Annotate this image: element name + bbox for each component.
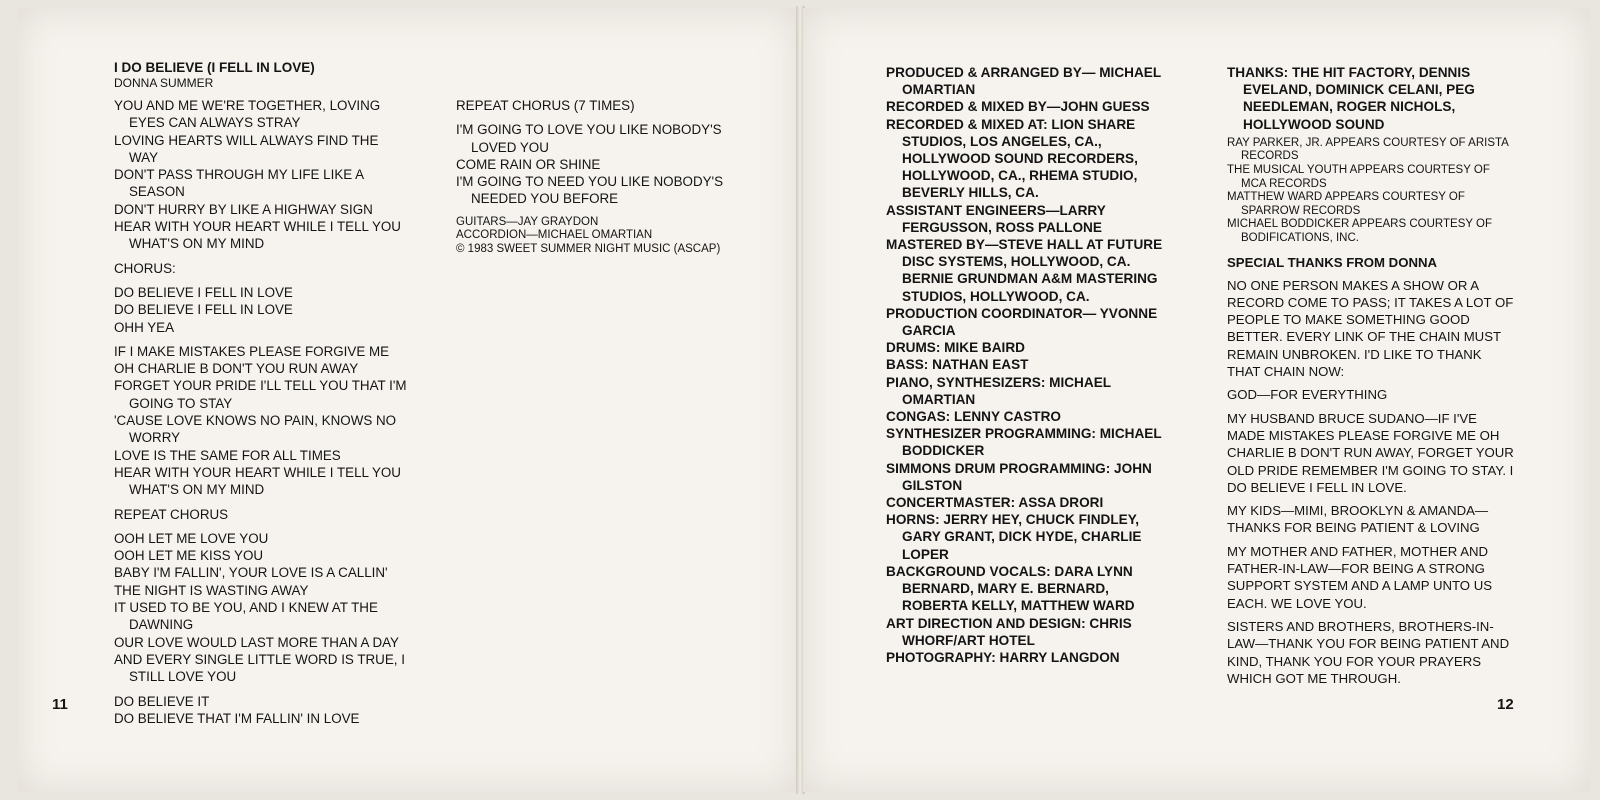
song-credit-line: ACCORDION—MICHAEL OMARTIAN <box>456 229 653 242</box>
lyric-line: BABY I'M FALLIN', YOUR LOVE IS A CALLIN' <box>114 565 388 581</box>
lyric-line: CHORUS: <box>114 260 176 276</box>
lyric-line: FORGET YOUR PRIDE I'LL TELL YOU THAT I'M GOING TO STAY <box>114 378 407 411</box>
lyric-stanza <box>114 693 410 728</box>
lyric-line: I'M GOING TO NEED YOU LIKE NOBODY'S NEEDED YOU BEFORE <box>456 174 724 207</box>
lyric-line: DO BELIEVE I FELL IN LOVE <box>114 284 293 300</box>
lyric-line: IF I MAKE MISTAKES PLEASE FORGIVE ME <box>114 343 390 359</box>
lyric-stanza <box>114 530 410 686</box>
lyric-stanza <box>114 343 410 499</box>
special-thanks-heading: SPECIAL THANKS FROM DONNA <box>1227 254 1438 270</box>
lyrics-stanzas-continued <box>456 97 766 208</box>
thanks-paragraph: NO ONE PERSON MAKES A SHOW OR A RECORD COME TO PASS; IT TAKES A LOT OF PEOPLE TO MAKE SOMETHING GOOD BETTER. EVERY LINK OF THE CHAIN MUST REMAIN UNBROKEN. I'D LIKE TO THANK THAT CHAIN NOW: <box>1227 277 1514 380</box>
lyric-line: OOH LET ME LOVE YOU <box>114 530 269 546</box>
lyric-line: DO BELIEVE IT <box>114 693 210 709</box>
lyric-line: DON'T PASS THROUGH MY LIFE LIKE A SEASON <box>114 167 364 200</box>
thanks-column <box>1227 64 1517 693</box>
lyric-line: OH CHARLIE B DON'T YOU RUN AWAY <box>114 361 359 377</box>
credit-entry: CONGAS: LENNY CASTRO <box>886 409 1061 425</box>
lyric-line: HEAR WITH YOUR HEART WHILE I TELL YOU WHAT'S ON MY MIND <box>114 219 401 252</box>
lyric-line: DO BELIEVE THAT I'M FALLIN' IN LOVE <box>114 710 360 726</box>
left-page <box>18 8 798 792</box>
lyric-line: REPEAT CHORUS (7 TIMES) <box>456 98 635 113</box>
lyric-stanza <box>114 97 410 253</box>
credit-entry: PHOTOGRAPHY: HARRY LANGDON <box>886 649 1120 665</box>
credit-entry: RECORDED & MIXED BY—JOHN GUESS <box>886 99 1150 115</box>
lyric-line: OUR LOVE WOULD LAST MORE THAN A DAY <box>114 634 399 650</box>
lyric-stanza <box>114 260 410 277</box>
lyric-line: I'M GOING TO LOVE YOU LIKE NOBODY'S LOVED YOU <box>456 122 722 155</box>
thanks-paragraph: MY MOTHER AND FATHER, MOTHER AND FATHER-IN-LAW—FOR BEING A STRONG SUPPORT SYSTEM AND A LAMP UNTO US EACH. WE LOVE YOU. <box>1227 543 1493 611</box>
special-thanks-body <box>1227 277 1517 688</box>
credit-entry: SYNTHESIZER PROGRAMMING: MICHAEL BODDICKER <box>886 426 1162 459</box>
courtesy-line: MATTHEW WARD APPEARS COURTESY OF SPARROW RECORDS <box>1227 191 1465 217</box>
courtesy-line: MICHAEL BODDICKER APPEARS COURTESY OF BODIFICATIONS, INC. <box>1227 218 1492 244</box>
lyric-stanza <box>114 506 410 523</box>
lyric-line: YOU AND ME WE'RE TOGETHER, LOVING EYES CAN ALWAYS STRAY <box>114 98 381 131</box>
credit-entry: PIANO, SYNTHESIZERS: MICHAEL OMARTIAN <box>886 374 1111 407</box>
lyric-stanza <box>456 121 766 207</box>
courtesy-line: RAY PARKER, JR. APPEARS COURTESY OF ARISTA RECORDS <box>1227 136 1509 163</box>
credit-entry: PRODUCED & ARRANGED BY— MICHAEL OMARTIAN <box>886 65 1161 98</box>
song-credit-line: © 1983 SWEET SUMMER NIGHT MUSIC (ASCAP) <box>456 242 721 255</box>
song-credit-line: GUITARS—JAY GRAYDON <box>456 215 599 228</box>
thanks-paragraph: SISTERS AND BROTHERS, BROTHERS-IN-LAW—THANK YOU FOR BEING PATIENT AND KIND, THANK YOU FOR YOUR PRAYERS WHICH GOT ME THROUGH. <box>1227 618 1510 686</box>
lyric-line: REPEAT CHORUS <box>114 506 229 522</box>
lyric-line: LOVING HEARTS WILL ALWAYS FIND THE WAY <box>114 132 379 165</box>
lyric-line: HEAR WITH YOUR HEART WHILE I TELL YOU WHAT'S ON MY MIND <box>114 464 401 498</box>
credit-entry: MASTERED BY—STEVE HALL AT FUTURE DISC SYSTEMS, HOLLYWOOD, CA. BERNIE GRUNDMAN A&M MASTERING STUDIOS, HOLLYWOOD, CA. <box>886 237 1163 304</box>
lyric-line: IT USED TO BE YOU, AND I KNEW AT THE DAWNING <box>114 600 378 633</box>
page-number-right: 12 <box>1497 696 1514 713</box>
lyric-line: OHH YEA <box>114 319 175 335</box>
credit-entry: ART DIRECTION AND DESIGN: CHRIS WHORF/ART HOTEL <box>886 615 1132 648</box>
lyric-line: AND EVERY SINGLE LITTLE WORD IS TRUE, I STILL LOVE YOU <box>114 651 405 685</box>
song-credits <box>456 216 766 257</box>
right-page <box>803 8 1590 792</box>
credit-entry: PRODUCTION COORDINATOR— YVONNE GARCIA <box>886 305 1158 339</box>
credit-entry: BASS: NATHAN EAST <box>886 357 1029 373</box>
song-artist: DONNA SUMMER <box>114 76 214 90</box>
credit-entry: SIMMONS DRUM PROGRAMMING: JOHN GILSTON <box>886 460 1152 493</box>
thanks-paragraph: MY KIDS—MIMI, BROOKLYN & AMANDA—THANKS FOR BEING PATIENT & LOVING <box>1227 503 1489 536</box>
lyric-line: OOH LET ME KISS YOU <box>114 548 264 564</box>
thanks-paragraph: GOD—FOR EVERYTHING <box>1227 387 1388 403</box>
lyric-stanza <box>456 97 766 114</box>
lyric-line: LOVE IS THE SAME FOR ALL TIMES <box>114 447 341 463</box>
thanks-paragraph: MY HUSBAND BRUCE SUDANO—IF I'VE MADE MISTAKES PLEASE FORGIVE ME OH CHARLIE B DON'T RUN AWAY, FORGET YOUR OLD PRIDE REMEMBER I'M GOING TO STAY. I DO BELIEVE I FELL IN LOVE. <box>1227 410 1514 495</box>
courtesy-line: THE MUSICAL YOUTH APPEARS COURTESY OF MCA RECORDS <box>1227 164 1490 190</box>
credit-entry: CONCERTMASTER: ASSA DRORI <box>886 495 1104 511</box>
credit-entry: ASSISTANT ENGINEERS—LARRY FERGUSSON, ROSS PALLONE <box>886 202 1106 235</box>
lyric-line: COME RAIN OR SHINE <box>456 156 601 172</box>
production-credits <box>886 64 1171 666</box>
lyric-line: DO BELIEVE I FELL IN LOVE <box>114 302 293 318</box>
lyrics-column-1 <box>114 60 410 734</box>
lyric-stanza <box>114 284 410 336</box>
credit-entry: BACKGROUND VOCALS: DARA LYNN BERNARD, MARY E. BERNARD, ROBERTA KELLY, MATTHEW WARD <box>886 563 1135 614</box>
lyrics-column-2 <box>456 97 766 256</box>
lyric-line: 'CAUSE LOVE KNOWS NO PAIN, KNOWS NO WORRY <box>114 413 397 446</box>
courtesy-notes <box>1227 137 1517 246</box>
thanks-list: THANKS: THE HIT FACTORY, DENNIS EVELAND, DOMINICK CELANI, PEG NEEDLEMAN, ROGER NICHOLS, HOLLYWOOD SOUND <box>1227 65 1475 132</box>
song-title: I DO BELIEVE (I FELL IN LOVE) <box>114 60 315 75</box>
page-number-left: 11 <box>52 696 68 713</box>
credit-entry: DRUMS: MIKE BAIRD <box>886 340 1025 356</box>
lyrics-stanzas <box>114 97 410 727</box>
lyric-line: THE NIGHT IS WASTING AWAY <box>114 582 309 598</box>
credit-entry: RECORDED & MIXED AT: LION SHARE STUDIOS, LOS ANGELES, CA., HOLLYWOOD SOUND RECORDERS, HOLLYWOOD, CA., RHEMA STUDIO, BEVERLY HILLS, CA. <box>886 116 1138 201</box>
lyric-line: DON'T HURRY BY LIKE A HIGHWAY SIGN <box>114 201 373 217</box>
credit-entry: HORNS: JERRY HEY, CHUCK FINDLEY, GARY GRANT, DICK HYDE, CHARLIE LOPER <box>886 512 1142 562</box>
